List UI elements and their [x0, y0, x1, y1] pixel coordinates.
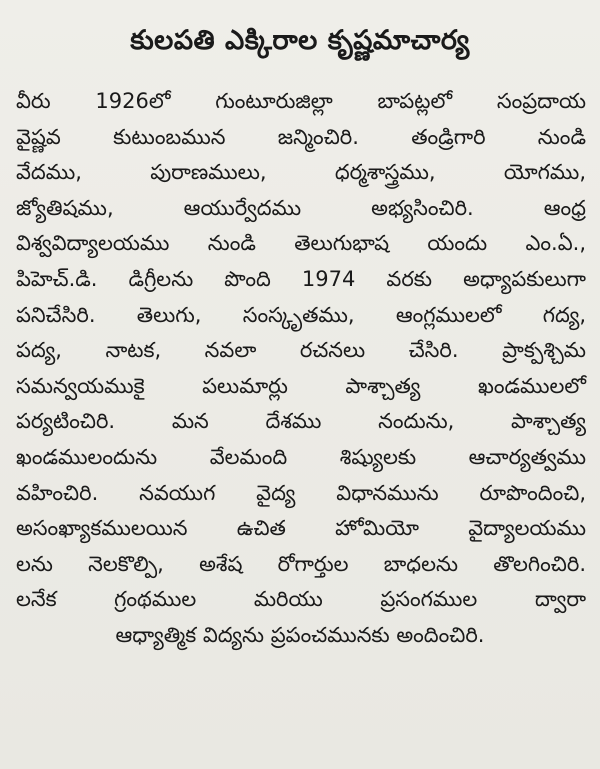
text-line: లనేక గ్రంథముల మరియు ప్రసంగముల ద్వారా — [16, 587, 586, 612]
biography-text — [0, 84, 600, 654]
text-line: పనిచేసిరి. తెలుగు, సంస్కృతము, ఆంగ్లములలో గద్య, — [16, 302, 586, 327]
text-line: జ్యోతిషము, ఆయుర్వేదము అభ్యసించిరి. ఆంధ్ర — [16, 195, 586, 220]
text-line: వీరు 1926లో గుంటూరుజిల్లా బాపట్లలో సంప్రదాయ — [16, 89, 586, 113]
text-line: పద్య, నాటక, నవలా రచనలు చేసిరి. ప్రాక్పశ్చిమ — [16, 338, 586, 363]
text-line-last: ఆధ్యాత్మిక విద్యను ప్రపంచమునకు అందించిరి. — [115, 622, 485, 647]
text-line: పర్యటించిరి. మన దేశము నందును, పాశ్చాత్య — [16, 409, 586, 434]
text-line: వైష్ణవ కుటుంబమున జన్మించిరి. తండ్రిగారి నుండి — [16, 124, 586, 149]
text-line: పిహెచ్.డి. డిగ్రీలను పొంది 1974 వరకు అధ్యాపకులుగా — [16, 266, 586, 291]
text-line: విశ్వవిద్యాలయము నుండి తెలుగుభాష యందు ఎం.ఏ., — [16, 231, 586, 256]
text-line: వహించిరి. నవయుగ వైద్య విధానమును రూపొందించి, — [16, 480, 586, 505]
text-line: సమన్వయముకై పలుమార్లు పాశ్చాత్య ఖండములలో — [16, 373, 586, 398]
text-line: వేదము, పురాణములు, ధర్మశాస్త్రము, యోగము, — [16, 160, 586, 185]
page-title: కులపతి ఎక్కిరాల కృష్ణమాచార్య — [130, 25, 470, 56]
text-line: ఖండములందును వేలమంది శిష్యులకు ఆచార్యత్వము — [16, 444, 586, 469]
text-line: లను నెలకొల్పి, అశేష రోగార్తుల బాధలను తొలగించిరి. — [16, 551, 586, 576]
text-line: అసంఖ్యాకములయిన ఉచిత హోమియో వైద్యాలయము — [16, 516, 586, 541]
